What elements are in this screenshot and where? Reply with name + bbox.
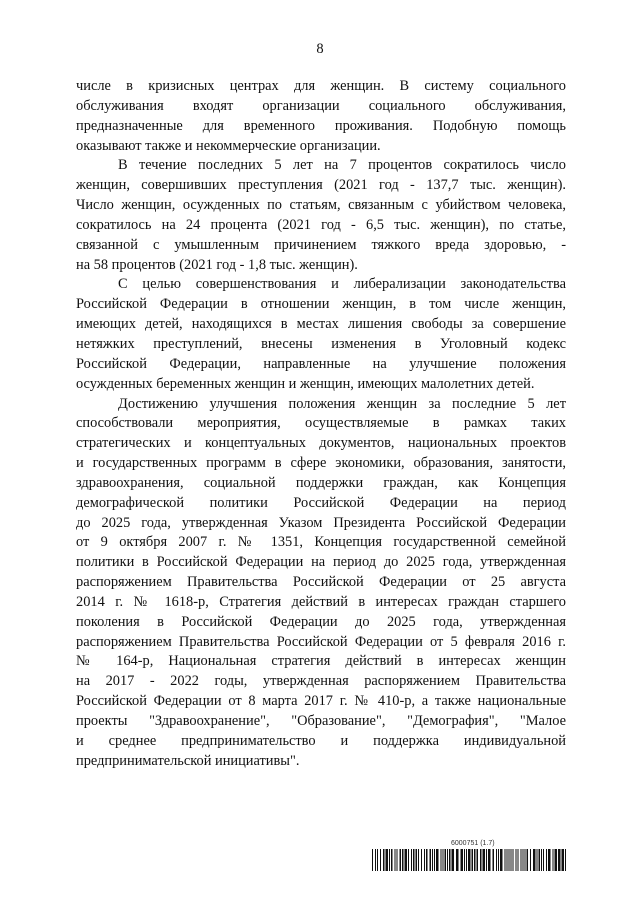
barcode-bar bbox=[447, 849, 448, 871]
barcode-bar bbox=[477, 849, 479, 871]
barcode-bar bbox=[498, 849, 499, 871]
barcode-bar bbox=[430, 849, 432, 871]
barcode-bar bbox=[432, 849, 433, 871]
barcode-bar bbox=[513, 849, 514, 871]
text-line: № 164-р, Национальная стратегия действий в интересах женщин bbox=[76, 653, 566, 670]
barcode-bar bbox=[372, 849, 373, 871]
barcode-bar bbox=[558, 849, 561, 871]
barcode-icon bbox=[372, 849, 568, 871]
barcode-bar bbox=[521, 849, 522, 871]
paragraph bbox=[76, 156, 566, 275]
barcode-bar bbox=[449, 849, 451, 871]
text-line: связанной с умышленным причинением тяжкого вреда здоровью, - bbox=[76, 236, 566, 253]
barcode-bar bbox=[418, 849, 419, 871]
barcode-bar bbox=[486, 849, 487, 871]
document-body bbox=[76, 77, 566, 772]
barcode-bar bbox=[416, 849, 418, 871]
paragraph bbox=[76, 395, 566, 772]
barcode-bar bbox=[468, 849, 471, 871]
barcode-bar bbox=[525, 849, 526, 871]
text-line: нетяжких преступлений, внесены изменения в Уголовный кодекс bbox=[76, 335, 566, 352]
text-line: предназначенные для временного проживания. Подобную помощь bbox=[76, 117, 566, 134]
barcode-bar bbox=[480, 849, 482, 871]
text-line: предпринимательской инициативы". bbox=[76, 752, 300, 769]
barcode-bar bbox=[474, 849, 476, 871]
barcode-bar bbox=[516, 849, 517, 871]
barcode-bar bbox=[380, 849, 381, 871]
text-line: С целью совершенствования и либерализации законодательства bbox=[118, 276, 566, 293]
barcode-bar bbox=[511, 849, 512, 871]
document-code: 6000751 (1.7) bbox=[451, 840, 495, 847]
barcode-bar bbox=[408, 849, 409, 871]
barcode-bar bbox=[488, 849, 491, 871]
barcode-bar bbox=[527, 849, 529, 871]
text-line: на 58 процентов (2021 год - 1,8 тыс. женщин). bbox=[76, 256, 358, 273]
barcode-bar bbox=[466, 849, 467, 871]
barcode-bar bbox=[464, 849, 465, 871]
barcode-bar bbox=[434, 849, 435, 871]
barcode-bar bbox=[472, 849, 474, 871]
text-line: 2014 г. № 1618-р, Стратегия действий в интересах граждан старшего bbox=[76, 593, 566, 610]
barcode-bar bbox=[383, 849, 385, 871]
paragraph bbox=[76, 77, 566, 156]
text-line: Российской Федерации, направленные на улучшение положения bbox=[76, 355, 566, 372]
barcode-bar bbox=[395, 849, 396, 871]
text-line: осужденных беременных женщин и женщин, имеющих малолетних детей. bbox=[76, 375, 535, 392]
text-line: здравоохранения, социальной поддержки граждан, как Концепция bbox=[76, 474, 566, 491]
barcode-bar bbox=[386, 849, 389, 871]
barcode-bar bbox=[533, 849, 536, 871]
text-line: Достижению улучшения положения женщин за последние 5 лет bbox=[118, 395, 566, 412]
barcode-bar bbox=[452, 849, 455, 871]
barcode-bar bbox=[493, 849, 495, 871]
text-line: имеющих детей, находящихся в местах лишения свободы за совершение bbox=[76, 316, 566, 333]
text-line: и государственных программ в сфере экономики, образования, занятости, bbox=[76, 455, 566, 472]
barcode-bar bbox=[375, 849, 376, 871]
text-line: распоряжением Правительства Российской Федерации от 25 августа bbox=[76, 574, 566, 591]
barcode-bar bbox=[543, 849, 544, 871]
barcode-bar bbox=[539, 849, 541, 871]
barcode-bar bbox=[546, 849, 547, 871]
barcode-bar bbox=[509, 849, 510, 871]
text-line: Российской Федерации от 8 марта 2017 г. № 410-р, а также национальные bbox=[76, 693, 566, 710]
barcode-bar bbox=[445, 849, 447, 871]
barcode-bar bbox=[507, 849, 508, 871]
barcode-bar bbox=[443, 849, 444, 871]
barcode-bar bbox=[389, 849, 390, 871]
text-line: до 2025 года, утвержденная Указом Президента Российской Федерации bbox=[76, 514, 566, 531]
barcode-bar bbox=[391, 849, 393, 871]
barcode-bar bbox=[553, 849, 554, 871]
text-line: В течение последних 5 лет на 7 процентов сократилось число bbox=[118, 157, 566, 174]
text-line: распоряжением Правительства Российской Федерации от 5 февраля 2016 г. bbox=[76, 633, 566, 650]
barcode-bar bbox=[555, 849, 558, 871]
barcode-bar bbox=[424, 849, 425, 871]
barcode-bar bbox=[413, 849, 415, 871]
text-line: способствовали мероприятия, осуществляемые в рамках таких bbox=[76, 415, 566, 432]
barcode-bar bbox=[461, 849, 464, 871]
barcode-bar bbox=[400, 849, 402, 871]
text-line: стратегических и концептуальных документов, национальных проектов bbox=[76, 435, 566, 452]
text-line: на 2017 - 2022 годы, утвержденная распоряжением Правительства bbox=[76, 673, 566, 690]
barcode-bar bbox=[441, 849, 442, 871]
barcode-bar bbox=[548, 849, 551, 871]
text-line: проекты "Здравоохранение", "Образование", "Демография", "Малое bbox=[76, 713, 566, 729]
text-line: Число женщин, осужденных по статьям, связанным с убийством человека, bbox=[76, 197, 566, 214]
barcode-bar bbox=[496, 849, 497, 871]
barcode-bar bbox=[518, 849, 519, 871]
text-line: демографической политики Российской Федерации на период bbox=[76, 494, 566, 511]
barcode-bar bbox=[421, 849, 422, 871]
text-line: и среднее предпринимательство и поддержка индивидуальной bbox=[76, 732, 566, 749]
barcode-bar bbox=[541, 849, 542, 871]
barcode-bar bbox=[402, 849, 404, 871]
barcode-bar bbox=[377, 849, 378, 871]
barcode-bar bbox=[436, 849, 439, 871]
text-line: обслуживания входят организации социального обслуживания, bbox=[76, 97, 566, 114]
text-line: от 9 октября 2007 г. № 1351, Концепция государственной семейной bbox=[76, 534, 566, 551]
barcode-bar bbox=[500, 849, 503, 871]
text-line: Российской Федерации в отношении женщин, в том числе женщин, bbox=[76, 296, 566, 313]
text-line: политики в Российской Федерации на период до 2025 года, утвержденная bbox=[76, 554, 566, 571]
text-line: женщин, совершивших преступления (2021 год - 137,7 тыс. женщин). bbox=[76, 177, 566, 194]
text-line: числе в кризисных центрах для женщин. В систему социального bbox=[76, 78, 566, 94]
barcode-bar bbox=[411, 849, 412, 871]
barcode-bar bbox=[426, 849, 428, 871]
barcode-bar bbox=[523, 849, 524, 871]
paragraph bbox=[76, 275, 566, 394]
barcode-bar bbox=[565, 849, 566, 871]
text-line: сократилось на 24 процента (2021 год - 6,5 тыс. женщин), по статье, bbox=[76, 216, 566, 233]
barcode-bar bbox=[483, 849, 486, 871]
barcode-bar bbox=[505, 849, 506, 871]
page-number: 8 bbox=[316, 41, 324, 57]
barcode-bar bbox=[537, 849, 538, 871]
barcode-bar bbox=[562, 849, 565, 871]
barcode-bar bbox=[397, 849, 398, 871]
text-line: оказывают также и некоммерческие организации. bbox=[76, 137, 381, 154]
barcode-bar bbox=[405, 849, 408, 871]
barcode-bar bbox=[456, 849, 459, 871]
text-line: поколения в Российской Федерации до 2025 года, утвержденная bbox=[76, 613, 566, 630]
barcode-bar bbox=[530, 849, 531, 871]
